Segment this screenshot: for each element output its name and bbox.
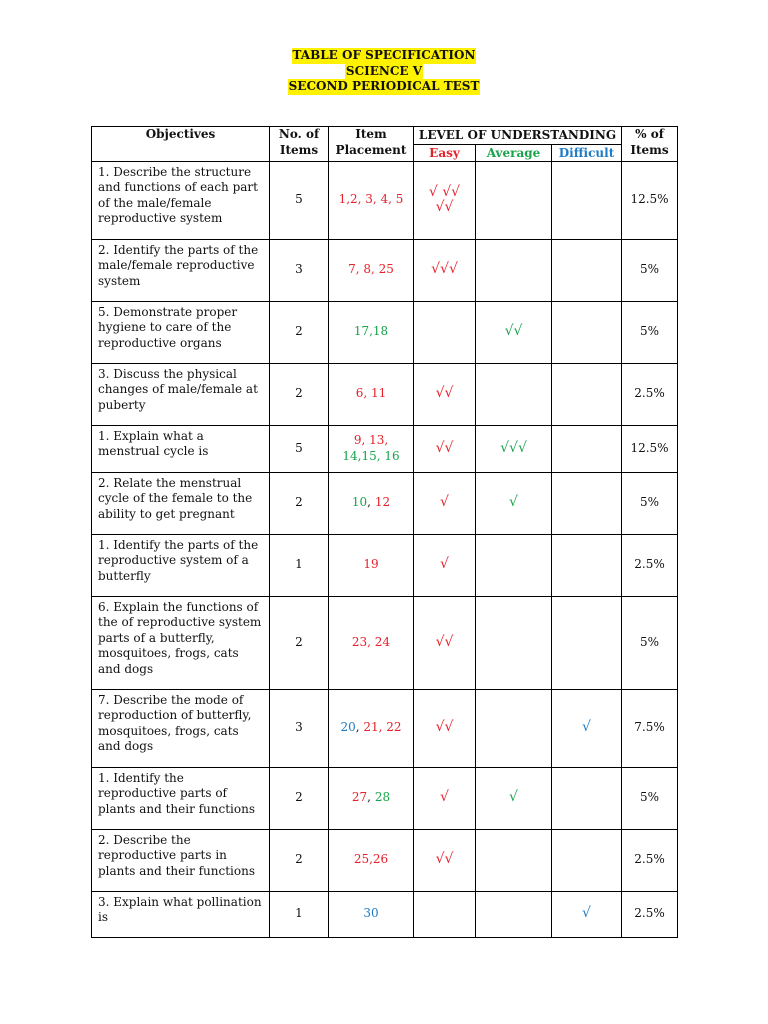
average-check-cell (476, 239, 552, 301)
objective-cell: 1. Identify the reproductive parts of plants and their functions (92, 767, 270, 829)
average-check-cell (476, 472, 552, 534)
check-mark: √ (440, 556, 449, 573)
objective-cell: 3. Discuss the physical changes of male/female at puberty (92, 363, 270, 425)
item-placement-cell (329, 534, 414, 596)
difficult-check-cell (552, 363, 622, 425)
difficult-check-cell (552, 161, 622, 239)
header-percent-of-items: % of Items (622, 127, 678, 162)
placement-segment: 19 (363, 557, 379, 572)
percent-cell: 5% (622, 596, 678, 689)
item-count-cell: 2 (270, 472, 329, 534)
objective-cell: 2. Identify the parts of the male/female reproductive system (92, 239, 270, 301)
objective-cell: 3. Explain what pollination is (92, 891, 270, 937)
percent-cell: 2.5% (622, 363, 678, 425)
placement-segment: 20 (340, 720, 356, 735)
check-mark: √√ (435, 633, 454, 650)
item-placement-cell (329, 596, 414, 689)
difficult-check-cell (552, 301, 622, 363)
average-check-cell (476, 363, 552, 425)
table-row (92, 301, 678, 363)
item-count-cell: 1 (270, 534, 329, 596)
objective-cell: 6. Explain the functions of the of reproductive system parts of a butterfly, mosquitoes, frogs, cats and dogs (92, 596, 270, 689)
difficult-check-cell (552, 767, 622, 829)
easy-check-cell (414, 161, 476, 239)
table-row (92, 891, 678, 937)
percent-cell: 2.5% (622, 829, 678, 891)
objective-cell: 1. Explain what a menstrual cycle is (92, 425, 270, 472)
easy-check-cell (414, 363, 476, 425)
item-placement-cell (329, 239, 414, 301)
difficult-check-cell (552, 425, 622, 472)
table-row (92, 596, 678, 689)
placement-segment: 10 (351, 495, 368, 510)
placement-segment: 28 (374, 790, 391, 805)
table-row (92, 689, 678, 767)
average-check-cell (476, 891, 552, 937)
check-mark: √√ (435, 439, 454, 456)
easy-check-cell (414, 829, 476, 891)
item-placement-cell (329, 891, 414, 937)
average-check-cell (476, 534, 552, 596)
item-count-cell: 2 (270, 767, 329, 829)
average-check-cell (476, 689, 552, 767)
item-count-cell: 3 (270, 689, 329, 767)
difficult-check-cell (552, 534, 622, 596)
check-mark: √ (440, 789, 449, 806)
header-no-of-items: No. of Items (270, 127, 329, 162)
easy-check-cell (414, 472, 476, 534)
objective-cell: 1. Identify the parts of the reproductive system of a butterfly (92, 534, 270, 596)
check-mark: √ √√ (428, 183, 461, 200)
average-check-cell (476, 767, 552, 829)
percent-cell: 12.5% (622, 425, 678, 472)
easy-check-cell (414, 301, 476, 363)
placement-segment: 14,15, 16 (342, 448, 400, 463)
easy-check-cell (414, 891, 476, 937)
item-placement-cell (329, 472, 414, 534)
average-check-cell (476, 596, 552, 689)
percent-cell: 7.5% (622, 689, 678, 767)
table-body (92, 161, 678, 937)
check-mark: √ (509, 789, 518, 806)
objective-cell: 5. Demonstrate proper hygiene to care of the reproductive organs (92, 301, 270, 363)
header-item-placement: Item Placement (329, 127, 414, 162)
item-placement-cell (329, 767, 414, 829)
placement-segment: 7, 8, 25 (348, 262, 394, 277)
item-placement-cell (329, 363, 414, 425)
percent-cell: 5% (622, 301, 678, 363)
table-row (92, 239, 678, 301)
check-mark: √ (440, 494, 449, 511)
table-row (92, 534, 678, 596)
easy-check-cell (414, 425, 476, 472)
item-placement-cell (329, 161, 414, 239)
percent-cell: 5% (622, 472, 678, 534)
title-line-3: SECOND PERIODICAL TEST (288, 79, 480, 93)
placement-segment: 21, 22 (363, 720, 402, 735)
item-count-cell: 2 (270, 301, 329, 363)
percent-cell: 2.5% (622, 534, 678, 596)
objective-cell: 1. Describe the structure and functions of each part of the male/female reproductive system (92, 161, 270, 239)
check-mark: √ (582, 719, 591, 736)
check-mark: √√ (435, 719, 454, 736)
table-row (92, 161, 678, 239)
check-mark: √√ (435, 199, 454, 215)
check-mark: √ (509, 494, 518, 511)
check-mark: √√ (504, 323, 523, 340)
difficult-check-cell (552, 891, 622, 937)
placement-segment: , (367, 790, 375, 805)
header-average: Average (476, 144, 552, 161)
average-check-cell (476, 829, 552, 891)
placement-segment: 6, 11 (355, 386, 387, 401)
easy-check-cell (414, 534, 476, 596)
placement-segment: 23, 24 (351, 634, 391, 649)
item-placement-cell (329, 301, 414, 363)
easy-check-cell (414, 689, 476, 767)
item-count-cell: 2 (270, 829, 329, 891)
difficult-check-cell (552, 596, 622, 689)
objective-cell: 2. Describe the reproductive parts in plants and their functions (92, 829, 270, 891)
specification-table (91, 126, 678, 938)
check-mark: √ (582, 905, 591, 922)
title-line-1: TABLE OF SPECIFICATION (292, 48, 476, 62)
average-check-cell (476, 301, 552, 363)
difficult-check-cell (552, 239, 622, 301)
placement-segment: 1,2, 3, 4, 5 (338, 192, 404, 207)
header-level-of-understanding: LEVEL OF UNDERSTANDING (414, 127, 622, 145)
placement-segment: , (367, 495, 375, 510)
table-row (92, 829, 678, 891)
objective-cell: 2. Relate the menstrual cycle of the female to the ability to get pregnant (92, 472, 270, 534)
average-check-cell (476, 161, 552, 239)
check-mark: √√√ (431, 261, 458, 278)
item-placement-cell (329, 689, 414, 767)
objective-cell: 7. Describe the mode of reproduction of butterfly, mosquitoes, frogs, cats and dogs (92, 689, 270, 767)
item-placement-cell (329, 829, 414, 891)
easy-check-cell (414, 239, 476, 301)
difficult-check-cell (552, 689, 622, 767)
item-count-cell: 1 (270, 891, 329, 937)
difficult-check-cell (552, 829, 622, 891)
placement-segment: 25,26 (353, 852, 389, 867)
item-count-cell: 2 (270, 596, 329, 689)
placement-segment: 27 (351, 790, 368, 805)
table-row (92, 767, 678, 829)
percent-cell: 5% (622, 239, 678, 301)
check-mark: √√ (435, 851, 454, 868)
item-count-cell: 3 (270, 239, 329, 301)
table-row (92, 363, 678, 425)
item-count-cell: 5 (270, 161, 329, 239)
percent-cell: 5% (622, 767, 678, 829)
check-mark: √√√ (500, 439, 527, 456)
item-count-cell: 5 (270, 425, 329, 472)
table-row (92, 472, 678, 534)
placement-segment: 12 (374, 495, 391, 510)
item-count-cell: 2 (270, 363, 329, 425)
title-line-2: SCIENCE V (345, 63, 423, 78)
placement-segment: , (355, 720, 364, 735)
easy-check-cell (414, 767, 476, 829)
difficult-check-cell (552, 472, 622, 534)
percent-cell: 12.5% (622, 161, 678, 239)
placement-segment: 17,18 (353, 324, 389, 339)
header-objectives: Objectives (92, 127, 270, 162)
easy-check-cell (414, 596, 476, 689)
header-easy: Easy (414, 144, 476, 161)
document-title (0, 48, 768, 95)
check-mark: √√ (435, 385, 454, 402)
header-difficult: Difficult (552, 144, 622, 161)
placement-segment: 30 (363, 906, 379, 921)
table-row (92, 425, 678, 472)
percent-cell: 2.5% (622, 891, 678, 937)
item-placement-cell (329, 425, 414, 472)
average-check-cell (476, 425, 552, 472)
placement-segment: 9, 13, (353, 433, 389, 447)
